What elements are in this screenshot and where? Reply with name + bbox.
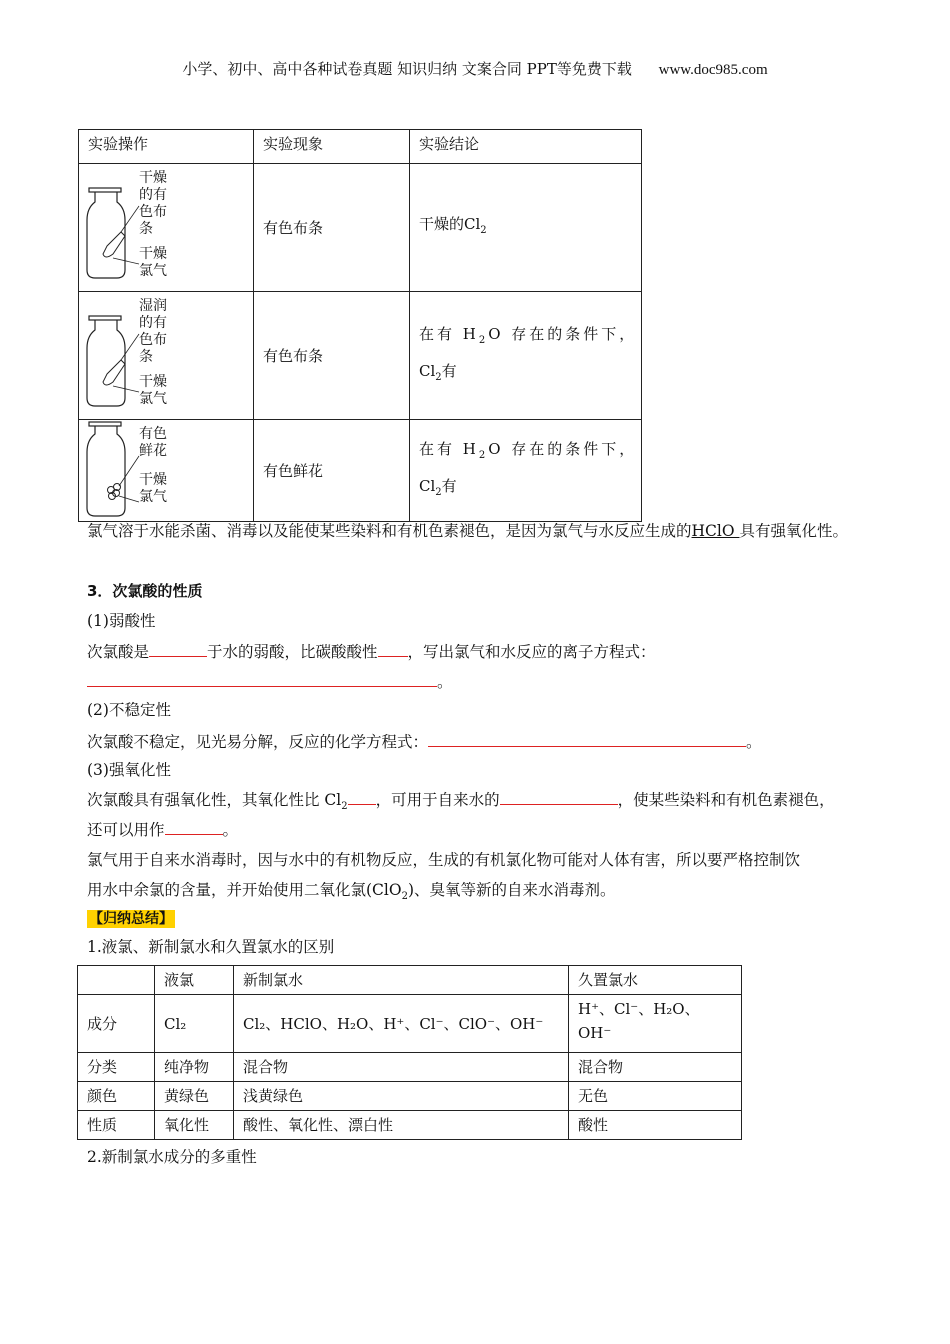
- subheading-weak-acid: (1)弱酸性: [87, 612, 156, 630]
- summary-tag: 【归纳总结】: [89, 911, 173, 927]
- summary-heading: [87, 903, 877, 934]
- answer-blank[interactable]: [428, 728, 746, 747]
- subheading-instability: (2)不稳定性: [87, 701, 171, 719]
- answer-blank[interactable]: [165, 816, 223, 835]
- gas-bottle-icon: [83, 302, 143, 412]
- table-row: 分类 纯净物 混合物 混合物: [78, 1053, 742, 1082]
- flask-label-top: 湿润的有色布条: [139, 298, 167, 365]
- flask-label-bottom: 干燥氯气: [139, 374, 167, 407]
- operation-cell: [79, 420, 254, 522]
- instability-text: 次氯酸不稳定，见光易分解，反应的化学方程式： 。: [87, 727, 877, 757]
- gas-bottle-icon: [83, 420, 143, 520]
- gas-bottle-icon: [83, 174, 143, 284]
- table-row: 颜色 黄绿色 浅黄绿色 无色: [78, 1082, 742, 1111]
- conclusion-cell: 在有 $H_2O$ 存在的条件下， $Cl_2$有: [410, 420, 642, 522]
- phenomenon-cell: 有色布条: [254, 164, 410, 292]
- summary-item-1: 1.液氯、新制氯水和久置氯水的区别: [87, 938, 335, 956]
- table-row: 性质 氧化性 酸性、氧化性、漂白性 酸性: [78, 1111, 742, 1140]
- paragraph-hclo: 氯气溶于水能杀菌、消毒以及能使某些染料和有机色素褪色，是因为氯气与水反应生成的HClO 具有强氧化性。: [87, 522, 848, 540]
- flask-label-top: 有色鲜花: [139, 426, 167, 459]
- phenomenon-cell: 有色布条: [254, 292, 410, 420]
- page-header: [0, 58, 950, 79]
- header-site: www.doc985.com: [658, 62, 768, 78]
- col-header-conclusion: 实验结论: [410, 130, 642, 164]
- flask-label-bottom: 干燥氯气: [139, 472, 167, 505]
- table-row: 成分 Cl₂ Cl₂、HClO、H₂O、H⁺、Cl⁻、ClO⁻、OH⁻ H⁺、Cl⁻、H₂O、OH⁻: [78, 995, 742, 1053]
- paragraph-disinfection: 氯气用于自来水消毒时，因与水中的有机物反应，生成的有机氯化物可能对人体有害，所以要严格控制饮 用水中余氯的含量，并开始使用二氧化氯(ClO$_2$)、臭氧等新的自来水消毒剂。: [87, 851, 801, 903]
- oxidizing-text: 次氯酸具有强氧化性，其氧化性比 $Cl_2$ ，可用于自来水的 ，使某些染料和有机色素褪色，: [87, 785, 877, 822]
- flask-label-bottom: 干燥氯气: [139, 246, 167, 279]
- operation-cell: [79, 164, 254, 292]
- answer-blank[interactable]: [149, 638, 207, 657]
- col-header-phenomenon: 实验现象: [254, 130, 410, 164]
- section-heading: 3．次氯酸的性质: [87, 582, 203, 600]
- answer-blank[interactable]: [348, 786, 376, 805]
- weak-acid-text: 次氯酸是 于水的弱酸，比碳酸酸性 ，写出氯气和水反应的离子方程式：: [87, 637, 877, 667]
- col-header-operation: 实验操作: [79, 130, 254, 164]
- header-text: 小学、初中、高中各种试卷真题 知识归纳 文案合同 PPT等免费下载: [182, 60, 632, 78]
- summary-item-2: 2.新制氯水成分的多重性: [87, 1148, 257, 1166]
- operation-cell: [79, 292, 254, 420]
- subheading-oxidizing: (3)强氧化性: [87, 761, 171, 779]
- conclusion-cell: 干燥的$Cl_2$: [410, 164, 642, 292]
- answer-blank[interactable]: [87, 668, 437, 687]
- answer-blank[interactable]: [378, 638, 408, 657]
- flask-label-top: 干燥的有色布条: [139, 170, 167, 237]
- experiment-table: [78, 129, 642, 522]
- answer-blank[interactable]: [500, 786, 618, 805]
- oxidizing-text-2: 还可以用作 。: [87, 815, 877, 845]
- summary-table: [77, 965, 742, 1140]
- table-row: 液氯 新制氯水 久置氯水: [78, 966, 742, 995]
- phenomenon-cell: 有色鲜花: [254, 420, 410, 522]
- ionic-equation-line: 。: [87, 667, 877, 697]
- conclusion-cell: 在有 $H_2O$ 存在的条件下， $Cl_2$有: [410, 292, 642, 420]
